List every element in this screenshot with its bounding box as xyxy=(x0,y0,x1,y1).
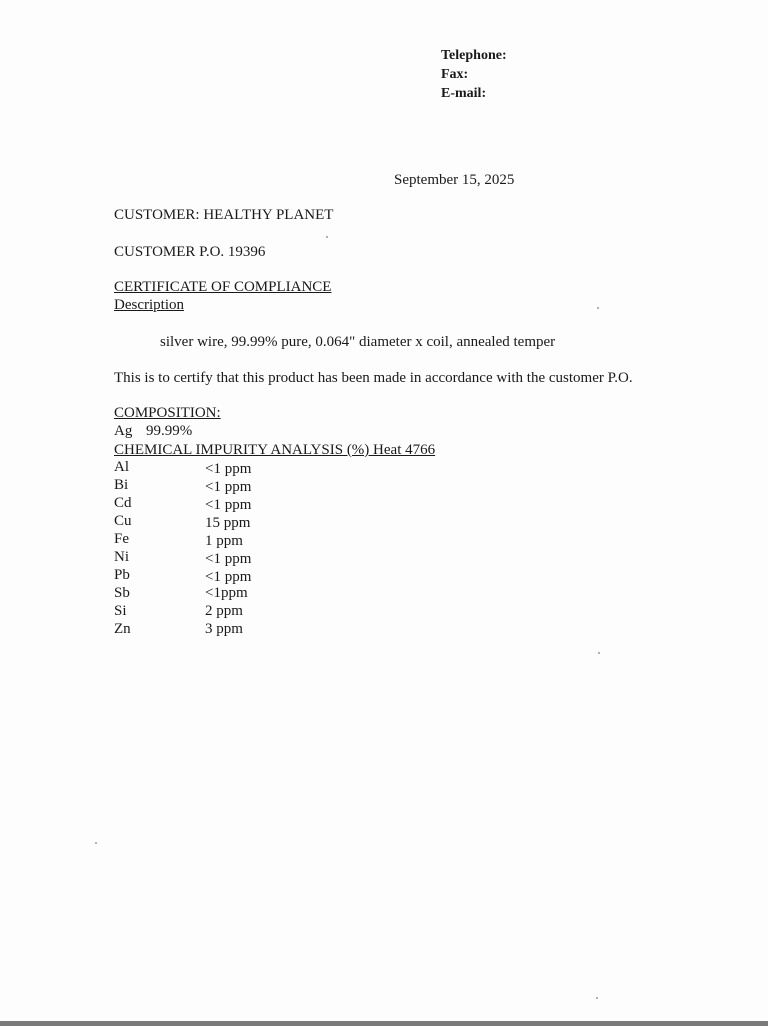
impurity-element: Zn xyxy=(114,621,131,637)
telephone-label: Telephone: xyxy=(441,48,507,63)
impurity-value: <1 ppm xyxy=(205,461,252,477)
impurity-value: 15 ppm xyxy=(205,515,251,531)
impurity-value: 2 ppm xyxy=(205,603,243,619)
impurity-value: <1 ppm xyxy=(205,569,252,585)
impurity-element: Bi xyxy=(114,477,129,493)
certificate-title: CERTIFICATE OF COMPLIANCE xyxy=(114,279,332,295)
impurity-element: Si xyxy=(114,603,127,619)
impurity-value: <1 ppm xyxy=(205,479,252,495)
impurity-value: <1 ppm xyxy=(205,497,252,513)
document-date: September 15, 2025 xyxy=(394,172,515,188)
composition-label: COMPOSITION: xyxy=(114,405,221,421)
scan-speck xyxy=(95,842,97,844)
impurity-element: Cd xyxy=(114,495,132,511)
impurity-title: CHEMICAL IMPURITY ANALYSIS (%) Heat 4766 xyxy=(114,442,436,458)
impurity-element: Al xyxy=(114,459,129,475)
impurity-element: Pb xyxy=(114,567,130,583)
composition-element: Ag xyxy=(114,423,133,439)
customer-po: CUSTOMER P.O. 19396 xyxy=(114,244,266,260)
scan-speck xyxy=(326,236,328,238)
scan-speck xyxy=(598,652,600,654)
scan-speck xyxy=(596,997,598,999)
impurity-element: Sb xyxy=(114,585,130,601)
certify-statement: This is to certify that this product has been made in accordance with the customer P.O. xyxy=(114,370,633,386)
impurity-value: 3 ppm xyxy=(205,621,243,637)
scan-speck xyxy=(597,307,599,309)
impurity-value: <1 ppm xyxy=(205,551,252,567)
composition-value: 99.99% xyxy=(146,423,193,439)
impurity-element: Fe xyxy=(114,531,129,547)
description-label: Description xyxy=(114,297,184,313)
impurity-element: Cu xyxy=(114,513,132,529)
customer-name: CUSTOMER: HEALTHY PLANET xyxy=(114,207,334,223)
impurity-value: 1 ppm xyxy=(205,533,243,549)
contact-block xyxy=(441,46,507,103)
description-text: silver wire, 99.99% pure, 0.064" diameter x coil, annealed temper xyxy=(160,334,556,350)
email-label: E-mail: xyxy=(441,86,487,101)
fax-label: Fax: xyxy=(441,67,469,82)
scan-edge xyxy=(0,1021,768,1026)
impurity-value: <1ppm xyxy=(205,585,248,601)
impurity-element: Ni xyxy=(114,549,129,565)
